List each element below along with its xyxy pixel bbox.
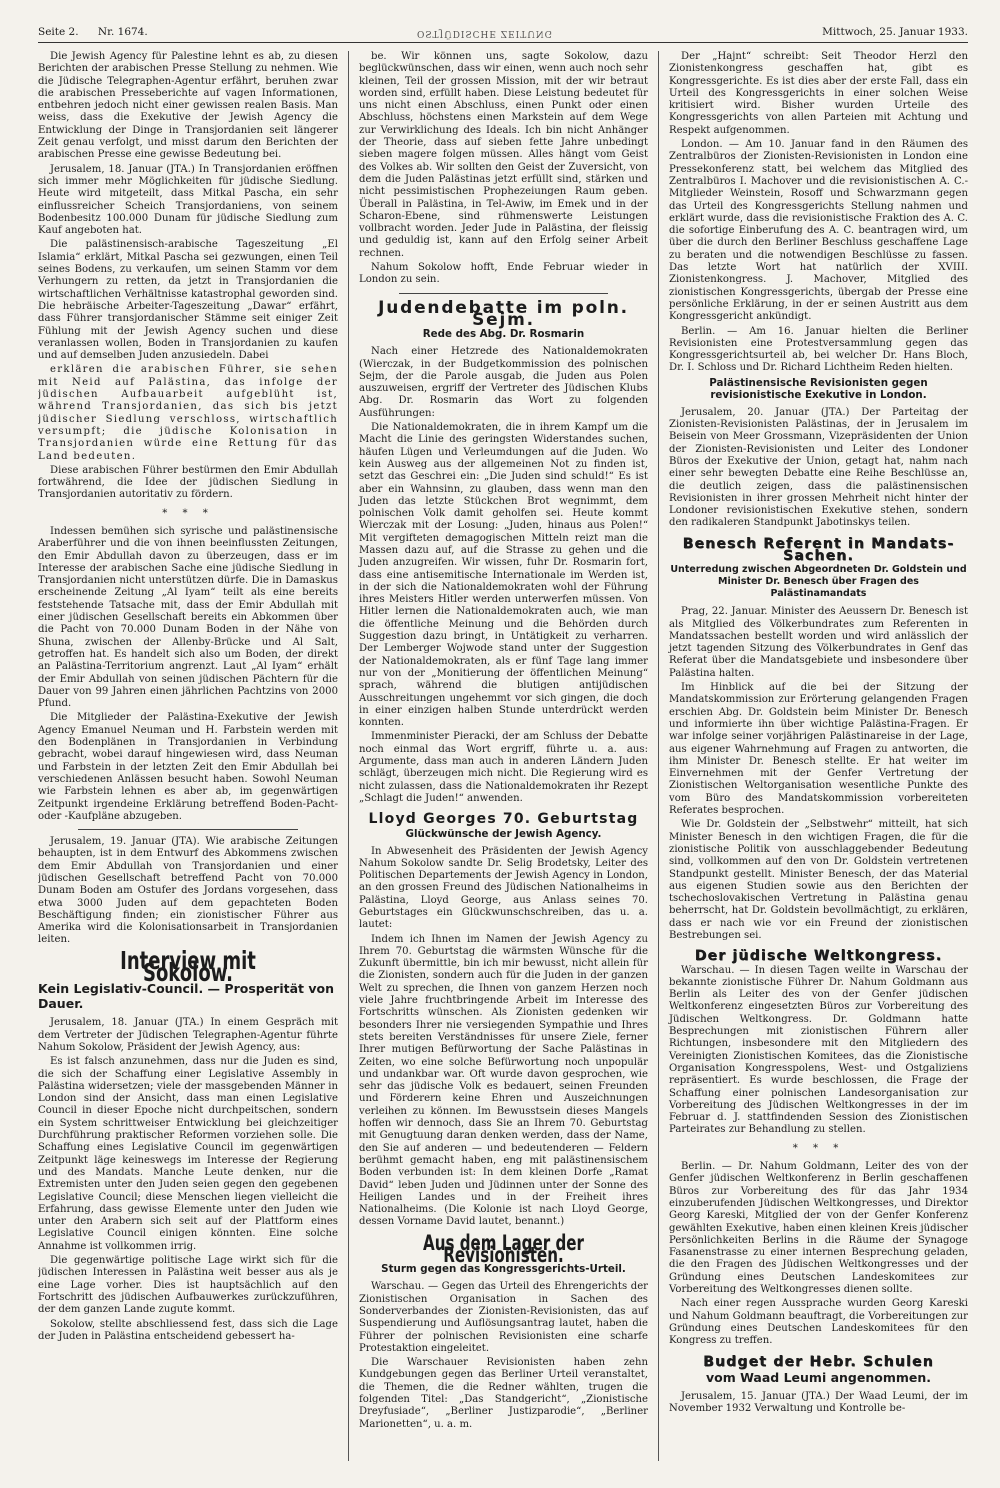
divider [78, 829, 298, 830]
issue-date: Mittwoch, 25. Januar 1933. [822, 26, 968, 38]
article-paragraph: Jerusalem, 18. Januar (JTA.) In Transjordanien eröffnen sich immer mehr Möglichkeiten für jüdische Siedlung. Heute wird mitgeteilt, dass Mitkal Pascha, ein sehr einflussreicher Scheich Transjordaniens, von seinem Bodenbesitz 100.000 Dunam für jüdische Siedlung zum Kauf angeboten hat. [38, 163, 338, 237]
headline-hebrew-schools: Budget der Hebr. Schulen [703, 1353, 934, 1370]
article-paragraph: Die palästinensisch-arabische Tageszeitung „El Islamia“ erklärt, Mitkal Pascha sei gezwungen, einen Teil seines Bodens, zu verkaufen, um seinen Stamm vor dem Verhungern zu retten, da jetzt in Transjordanien die wirtschaftlichen Verhältnisse katastrophal geworden sind. Die hebräische Arbeiter-Tageszeitung „Dawar“ erfährt, dass Führer transjordanischer Stämme seit einiger Zeit Fühlung mit der Jewish Agency suchen und diese veranlassen wollen, Boden in Transjordanien zu kaufen und auf demselben Juden anzusiedeln. Dabei [38, 239, 338, 362]
article-paragraph: Indem ich Ihnen im Namen der Jewish Agency zu Ihrem 70. Geburtstag die wärmsten Wünsche für die Zukunft übermittle, bin ich mir bewusst, nicht allein für die Zionisten, sondern auch für die Juden in der ganzen Welt zu sprechen, die Ihnen von ganzem Herzen noch viele Jahre fruchtbringende Arbeit im Interesse des Fortschritts wünschen. Als Zionisten gedenken wir besonders Ihrer nie versiegenden Sympathie und Ihres stets bereiten Verständnisses für unsere Ziele, ferner Ihrer mutigen Befürwortung der Sache Palästinas in Zeiten, wo eine solche Befürwortung noch unpopulär und undankbar war. Oft wurde davon gesprochen, wie sehr das jüdische Volk es bedauert, seinen Freunden und Förderern keine Ehren und Auszeichnungen verleihen zu können. Im Bewusstsein dieses Mangels hoffen wir dennoch, dass Sie an Ihrem 70. Geburtstag mit Genugtuung daran denken werden, dass der Name, den Sie auf anderen — und bedeutenderen — Feldern berühmt gemacht haben, eng mit palästinensischem Boden verbunden ist: In dem kleinen Dorfe „Ramat David“ leben Juden und Jüdinnen unter der Sonne des Heiligen Landes und in der Freiheit ihres Nationalheims. (Die Kolonie ist nach Lloyd George, dessen Vorname David lautet, benannt.) [359, 933, 648, 1228]
article-paragraph: Warschau. — Gegen das Urteil des Ehrengerichts der Zionistischen Organisation in Sachen des Sonderverbandes der Zionisten-Revisionisten, das auf Suspendierung und Auflösungsantrag lautet, haben die Führer der polnischen Revisionisten eine scharfe Protestaktion eingeleitet. [359, 1281, 648, 1354]
masthead-left [38, 26, 148, 38]
subheadline: Unterredung zwischen Abgeordneten Dr. Goldstein und Minister Dr. Benesch über Fragen des Palästinamandats [670, 564, 967, 600]
column-2 [348, 51, 658, 1461]
article-paragraph: Nach einer regen Aussprache wurden Georg Kareski und Nahum Goldmann beauftragt, die Vorbereitungen zur Gründung eines Deutschen Landeskomitees für den Kongress zu treffen. [669, 1298, 968, 1347]
article-paragraph: Nahum Sokolow hofft, Ende Februar wieder in London zu sein. [359, 262, 648, 286]
headline-lloyd-george: Lloyd Georges 70. Geburtstag [368, 811, 639, 828]
column-1 [38, 51, 348, 1461]
headline-world-congress: Der jüdische Weltkongress. [694, 948, 943, 965]
article-paragraph: Prag, 22. Januar. Minister des Aeussern Dr. Benesch ist als Mitglied des Völkerbundrates zum Referenten in Mandatssachen bestellt worden und wird anlässlich der jetzt tagenden Sitzung des Völkerbundrates in Genf das Referat über die Mandatsgebiete und insbesondere über Palästina halten. [669, 606, 968, 679]
article-paragraph-emphasis: erklären die arabischen Führer, sie sehen mit Neid auf Palästina, das infolge der jüdischen Aufbauarbeit aufgeblüht ist, während Transjordanien, das sich bis jetzt jüdischer Siedlung verschloss, wirtschaftlich versumpft; die jüdische Kolonisation in Transjordanien würde eine Rettung für das Land bedeuten. [38, 364, 338, 462]
article-paragraph: Immenminister Pieracki, der am Schluss der Debatte noch einmal das Wort ergriff, führte u. a. aus: Argumente, dass man auch in anderen Ländern Juden schlägt, überzeugen mich nicht. Die Regierung wird es nicht zulassen, dass die Nationaldemokraten ihr Rezept „Schlagt die Juden!“ anwenden. [359, 731, 648, 804]
article-paragraph: Wie Dr. Goldstein der „Selbstwehr“ mitteilt, hat sich Minister Benesch in den wichtigen Fragen, die für die zionistische Politik von ausschlaggebender Bedeutung sind, vollkommen auf den von Dr. Goldstein vertretenen Standpunkt gestellt. Minister Benesch, der das Material aus eigenen Studien sowie aus den Berichten der tschechoslovakischen Vertretung in Palästina genau beherrscht, hat Dr. Goldstein bevollmächtigt, zu erklären, dass er nach wie vor ein Freund der zionistischen Bestrebungen sei. [669, 819, 968, 941]
article-paragraph: Die Mitglieder der Palästina-Exekutive der Jewish Agency Emanuel Neuman und H. Farbstein werden mit den Bodenplänen in Transjordanien in Verbindung gebracht, wobei darauf hingewiesen wird, dass Neuman und Farbstein in der letzten Zeit den Emir Abdullah bei verschiedenen Anlässen besucht haben. Sowohl Neuman wie Farbstein lehnen es aber ab, im gegenwärtigen Zeitpunkt irgendeine Erklärung betreffend Boden-Pacht- oder -Kaufpläne abzugeben. [38, 712, 338, 822]
article-paragraph: Die Jewish Agency für Palestine lehnt es ab, zu diesen Berichten der arabischen Presse Stellung zu nehmen. Wie die Jüdische Telegraphen-Agentur erfährt, beruhen zwar die arabischen Presseberichte auf vagen Informationen, entbehren jedoch nicht einer gewissen realen Basis. Man weiss, dass die Exekutive der Jewish Agency die Entwicklung der Dinge in Transjordanien seit längerer Zeit genau verfolgt, und misst darum den Berichten der arabischen Presse eine gewisse Bedeutung bei. [38, 51, 338, 161]
headline-revisionists: Aus dem Lager der Revisionisten. [422, 1230, 584, 1268]
subheadline: Sturm gegen das Kongressgerichts-Urteil. [381, 1263, 626, 1276]
article-paragraph: Die Warschauer Revisionisten haben zehn Kundgebungen gegen das Berliner Urteil veranstaltet, die Themen, die die Redner wählten, trugen die folgenden Titel: „Das Standgericht“, „Zionistische Dreyfusiade“, „Berliner Justizparodie“, „Berliner Marionetten“, u. a. m. [359, 1357, 648, 1430]
subheadline: Glückwünsche der Jewish Agency. [405, 827, 602, 840]
subheadline: Kein Legislativ-Council. — Prosperität von Dauer. [38, 981, 335, 1012]
article-paragraph: Die gegenwärtige politische Lage wirkt sich für die jüdischen Interessen in Palästina weit besser aus als je eine Lage vorher. Dies ist hauptsächlich auf den Fortschritt des jüdischen Aufbauwerkes zurückzuführen, der dem ganzen Lande zugute kommt. [38, 1255, 338, 1316]
article-paragraph: be. Wir können uns, sagte Sokolow, dazu beglückwünschen, dass wir einen, wenn auch noch sehr kleinen, Teil der grossen Mission, mit der wir betraut worden sind, erfüllt haben. Diese Leistung bedeutet für uns nicht einen Abschluss, einen Punkt oder einen Abschluss, höchstens einen Markstein auf dem Wege zur Verwirklichung des Ideals. Ich bin nicht Anhänger der Theorie, dass auf sieben fette Jahre unbedingt sieben magere folgen müssen. Alles hängt vom Geist des Volkes ab. Wir sollten den Geist der Zuversicht, von dem die Juden Palästinas jetzt erfüllt sind, stärken und nicht pessimistischen Prophezeiungen Raum geben. Überall in Palästina, in Tel-Awiw, im Emek und in der Scharon-Ebene, sind rühmenswerte Leistungen vollbracht worden. Jeder Jude in Palästina, der fleissig und geduldig ist, kann auf den Erfolg seiner Arbeit rechnen. [359, 51, 648, 259]
article-paragraph: London. — Am 10. Januar fand in den Räumen des Zentralbüros der Zionisten-Revisionisten in London eine Pressekonferenz statt, bei welchem das Mitglied des Zentralbüros I. Machover und die revisionistischen A. C.-Mitglieder Weinstein, Rosoff und Schwarzmann gegen das Urteil des Kongressgerichts Stellung nahmen und erklärt wurde, dass die revisionistische Fraktion des A. C. die sofortige Einberufung des A. C. beantragen wird, um über die durch den Berliner Beschluss geschaffene Lage zu beraten und die notwendigen Beschlüsse zu fassen. Das letzte Wort hat natürlich der XVIII. Zionistenkongress. J. Machover, Mitglied des zionistischen Kongressgerichts, übergab der Presse eine persönliche Erklärung, in der er seinen Austritt aus dem Kongressgericht ankündigt. [669, 139, 968, 323]
headline-sokolow-interview: Interview mit Sokolow. [120, 945, 256, 988]
section-separator: * * * [162, 507, 214, 519]
article-paragraph: Jerusalem, 15. Januar (JTA.) Der Waad Leumi, der im November 1932 Verwaltung und Kontrolle be- [669, 1390, 968, 1415]
section-separator: * * * [792, 1142, 845, 1154]
headline-benesch: Benesch Referent in Mandats-Sachen. [682, 535, 955, 564]
columns [38, 51, 968, 1461]
masthead [38, 26, 968, 43]
article-paragraph: Es ist falsch anzunehmen, dass nur die Juden es sind, die sich der Schaffung einer Legislative Assembly in Palästina widersetzen; viele der massgebenden Männer in London sind der Ansicht, dass man einen Legislative Council in dieser Epoche nicht durchpeitschen, sondern ein System schrittweiser Entwicklung bei gleichzeitiger Durchführung praktischer Reformen vorziehen solle. Die Schaffung eines Legislative Council im gegenwärtigen Zeitpunkt läge keineswegs im Interesse der Regierung und des Mandats. Manche Leute denken, nur die Extremisten unter den Juden seien gegen den gegebenen Legislative Council; diese Menschen liegen vielleicht die Erfahrung, dass gewisse Elemente unter den Juden wie unter den Arabern sich seit auf der Plattform eines Legislative Council einigen könnten. Eine solche Annahme ist vollkommen irrig. [38, 1056, 338, 1252]
divider [399, 293, 608, 294]
article-paragraph: Im Hinblick auf die bei der Sitzung der Mandatskommission zur Erörterung gelangenden Fragen erschien Abg. Dr. Goldstein beim Minister Dr. Benesch und informierte ihn über wichtige Palästina-Fragen. Er war infolge seiner vorjährigen Palästinareise in der Lage, aus eigener Wahrnehmung auf Fragen zu antworten, die ihm Minister Dr. Benesch stellte. Er hat weiter im Einvernehmen mit der Genfer Vertretung der Zionistischen Weltorganisation wesentliche Punkte des vom Büro des Mandatskommission vorbereiteten Referates besprochen. [669, 682, 968, 817]
article-paragraph: Warschau. — In diesen Tagen weilte in Warschau der bekannte zionistische Führer Dr. Nahum Goldmann aus Berlin als Leiter des von der Genfer jüdischen Weltkonferenz eingesetzten Büros zur Vorbereitung des Jüdischen Weltkongress. Dr. Goldmann hatte Besprechungen mit zionistischen Führern aller Richtungen, insbesondere mit den Mitgliedern des Vereinigten Zionistischen Komitees, das die Zionistische Organisation Kongresspolens, West- und Ostgaliziens repräsentiert. Es wurde beschlossen, die Frage der Schaffung einer polnischen Landesorganisation zur Vorbereitung des Jüdischen Weltkongresses in der im Februar d. J. stattfindenden Session des Zionistischen Parteirates zur Behandlung zu stellen. [669, 964, 968, 1136]
page-number: Seite 2. [38, 26, 79, 38]
article-paragraph: Berlin. — Am 16. Januar hielten die Berliner Revisionisten eine Protestversammlung gegen das Kongressgerichtsurteil ab, bei welcher Dr. Hans Bloch, Dr. I. Schloss und Dr. Richard Lichtheim Reden hielten. [669, 325, 968, 374]
article-paragraph: Sokolow, stellte abschliessend fest, dass sich die Lage der Juden in Palästina entscheidend gebessert ha- [38, 1318, 338, 1342]
subheadline: vom Waad Leumi angenommen. [705, 1369, 932, 1385]
article-paragraph: Jerusalem, 18. Januar (JTA.) In einem Gespräch mit dem Vertreter der Jüdischen Telegraphen-Agentur führte Nahum Sokolow, Präsident der Jewish Agency, aus: [38, 1017, 338, 1053]
article-paragraph: Nach einer Hetzrede des Nationaldemokraten (Wierczak, in der Budgetkommission des polnischen Sejm, der die Parole ausgab, die Juden aus Polen auszuweisen, ergriff der Vertreter des Jüdischen Klubs Abg. Dr. Rosmarin das Wort zu folgenden Ausführungen: [359, 346, 648, 419]
article-paragraph: Der „Hajnt“ schreibt: Seit Theodor Herzl den Zionistenkongress geschaffen hat, gibt es Kongressgerichte. Es ist dies aber der erste Fall, dass ein Urteil des Kongressgerichts in einer solchen Weise kritisiert wird. Bisher wurden Urteile des Kongressgerichts von allen Parteien mit Achtung und Respekt aufgenommen. [669, 51, 968, 136]
article-paragraph: Jerusalem, 19. Januar (JTA). Wie arabische Zeitungen behaupten, ist in dem Entwurf des Abkommens zwischen dem Emir Abdullah von Transjordanien und einer jüdischen Gesellschaft betreffend Pacht von 70.000 Dunam Boden am Ostufer des Jordans vorgesehen, dass etwa 3000 Juden auf dem gepachteten Boden Beschäftigung finden; ein zionistischer Führer aus Amerika wird die Kolonisationsarbeit in Transjordanien leiten. [38, 836, 338, 946]
subheadline: Rede des Abg. Dr. Rosmarin [422, 328, 585, 341]
article-paragraph: In Abwesenheit des Präsidenten der Jewish Agency Nahum Sokolow sandte Dr. Selig Brodetsky, Leiter des Politischen Departements der Jewish Agency in London, an den grossen Freund des Jüdischen Nationalheims in Palästina, Lloyd George, aus Anlass seines 70. Geburtstages ein Glückwunschschreiben, das u. a. lautet: [359, 845, 648, 931]
article-paragraph: Die Nationaldemokraten, die in ihrem Kampf um die Macht die Linie des geringsten Widerstandes suchen, häufen Lügen und Verleumdungen auf die Juden. Wo kein Ausweg aus der allgemeinen Not zu finden ist, setzt das Geschrei ein: „Die Juden sind schuld!“ Es ist aber ein Wahnsinn, zu glauben, dass wenn man den Juden das letzte Stückchen Brot wegnimmt, dem polnischen Volk damit geholfen sei. Heute kommt Wierczak mit der Losung: „Juden, hinaus aus Polen!“ Mit vergifteten demagogischen Mitteln reizt man die Massen dazu auf, auf die Strasse zu gehen und die Juden anzugreifen. Wir wissen, fuhr Dr. Rosmarin fort, dass eine antisemitische Internationale im Werden ist, in der sich die Nationaldemokraten wohl der Führung ihres Meisters Hitler werden unterwerfen müssen. Von Hitler lernen die Nationaldemokraten auch, wie man die öffentliche Meinung und die Behörden durch Suggestion dazu bringt, in Untätigkeit zu verharren. Der Lemberger Wojwode stand unter der Suggestion der Nationaldemokraten, als er fünf Tage lang immer nur von der „Monitierung der öffentlichen Meinung“ sprach, während die blutigen antijüdischen Ausschreitungen ungehemmt vor sich gingen, die doch in einer einzigen halben Stunde unterdrückt werden konnten. [359, 422, 648, 729]
article-paragraph: Berlin. — Dr. Nahum Goldmann, Leiter des von der Genfer jüdischen Weltkonferenz in Berlin geschaffenen Büros zur Vorbereitung des für das Jahr 1934 einzuberufenden Jüdischen Weltkongresses, und Direktor Georg Kareski, Mitglied der von der Genfer Konferenz gewählten Exekutive, haben einen kleinen Kreis jüdischer Persönlichkeiten Berlins in die Räume der Synagoge Fasanenstrasse zu einer internen Besprechung geladen, die den Fragen des Jüdischen Weltkongresses und der Gründung eines Deutschen Landeskomitees zur Vorbereitung des Weltkongresses dienen sollte. [669, 1161, 968, 1296]
headline-sejm-debate: Judendebatte im poln. Sejm. [378, 297, 629, 330]
subheadline: Palästinensische Revisionisten gegen revisionistische Exekutive in London. [709, 376, 928, 401]
paper-name: OSTJÜDISCHE ZEITUNG [416, 28, 553, 38]
article-paragraph: Indessen bemühen sich syrische und palästinensische Araberführer und die von ihnen beeinflussten Zeitungen, den Emir Abdullah davon zu überzeugen, dass er im Interesse der arabischen Sache eine jüdische Siedlung in Transjordanien nicht unterstützen dürfe. Die in Damaskus erscheinende Zeitung „Al Iyam“ teilt als eine bereits feststehende Tatsache mit, dass der Emir Abdullah mit einer jüdischen Gesellschaft bereits ein Abkommen über die Pacht von 70.000 Dunam Boden in der Nähe von Shuna, zwischen der Allenby-Brücke und Al Salt, getroffen hat. Es handelt sich also um Boden, der direkt an Palästina-Territorium angrenzt. Laut „Al Iyam“ erhält der Emir Abdullah von seinen jüdischen Pächtern für die Dauer von 99 Jahren einen jährlichen Pachtzins von 2000 Pfund. [38, 525, 338, 710]
article-paragraph: Diese arabischen Führer bestürmen den Emir Abdullah fortwährend, die Idee der jüdischen Siedlung in Transjordanien autoritativ zu fördern. [38, 464, 338, 501]
issue-number: Nr. 1674. [97, 26, 148, 38]
column-3 [658, 51, 968, 1461]
article-paragraph: Jerusalem, 20. Januar (JTA.) Der Parteitag der Zionisten-Revisionisten Palästinas, der in Jerusalem im Beisein von Meer Grossmann, Vizepräsidenten der Union der Zionisten-Revisionisten und Leiter des Londoner Büros der Exekutive der Union, getagt hat, nahm nach einer sehr bewegten Debatte eine Reihe Beschlüsse an, die deutlich zeigen, dass die palästinensischen Revisionisten in ihrer grossen Mehrheit nicht hinter der Londoner revisionistischen Exekutive stehen, sondern den radikaleren Standpunkt Jabotinskys teilen. [669, 406, 968, 529]
